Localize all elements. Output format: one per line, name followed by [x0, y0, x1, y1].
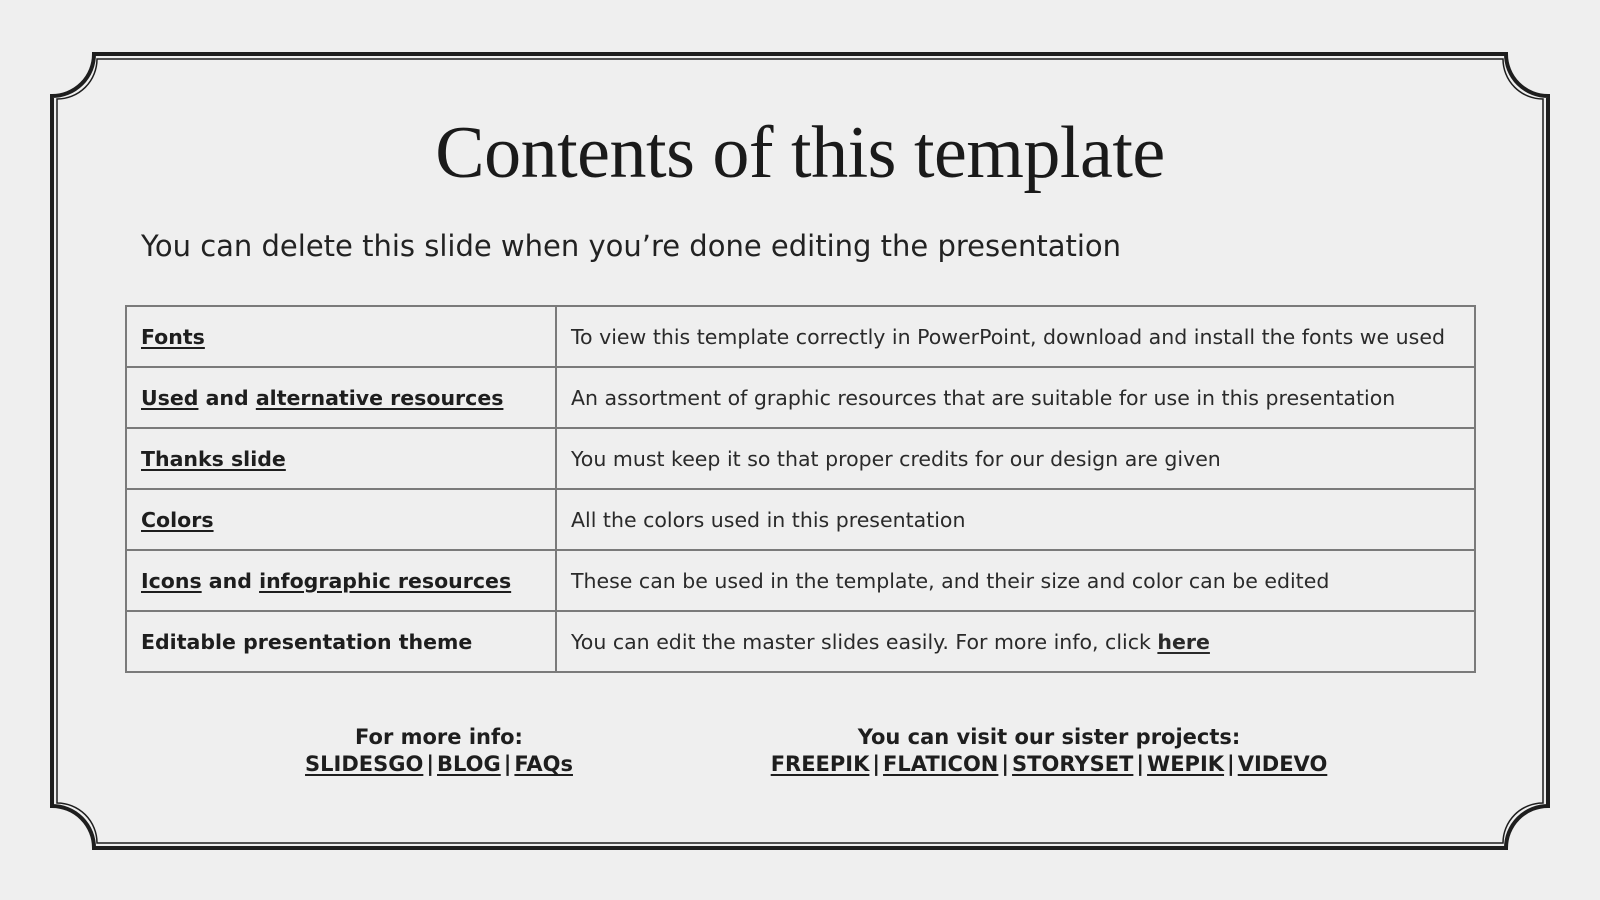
- cell-text: To view this template correctly in PowerPoint, download and install the fonts we used: [571, 324, 1445, 349]
- cell-text: All the colors used in this presentation: [571, 507, 966, 532]
- link-separator: |: [1001, 752, 1010, 776]
- footer-link-videvo[interactable]: VIDEVO: [1237, 752, 1328, 776]
- link-separator: |: [872, 752, 881, 776]
- row-description-cell: [556, 611, 1475, 672]
- link-separator: |: [1136, 752, 1145, 776]
- row-description-cell: [556, 550, 1475, 611]
- table-row: [126, 489, 1475, 550]
- table-row: [126, 550, 1475, 611]
- table-row: [126, 428, 1475, 489]
- cell-text: These can be used in the template, and their size and color can be edited: [571, 568, 1330, 593]
- cell-text: and: [198, 385, 256, 410]
- sister-projects-block: [729, 724, 1369, 778]
- footer-link-freepik[interactable]: FREEPIK: [770, 752, 870, 776]
- cell-text: You can edit the master slides easily. For more info, click: [571, 629, 1158, 654]
- footer-link-wepik[interactable]: WEPIK: [1147, 752, 1225, 776]
- footer-link-slidesgo[interactable]: SLIDESGO: [305, 752, 424, 776]
- link-separator: |: [503, 752, 512, 776]
- sister-projects-links: [729, 751, 1369, 778]
- content-link[interactable]: alternative resources: [255, 385, 504, 410]
- footer-link-storyset[interactable]: STORYSET: [1012, 752, 1134, 776]
- table-row: [126, 306, 1475, 367]
- content-link[interactable]: Thanks slide: [141, 446, 286, 471]
- content-link[interactable]: Colors: [141, 507, 214, 532]
- row-title-cell: [126, 428, 556, 489]
- row-title-cell: [126, 306, 556, 367]
- content-link[interactable]: Used: [141, 385, 199, 410]
- cell-text: An assortment of graphic resources that are suitable for use in this presentation: [571, 385, 1396, 410]
- row-description-cell: [556, 428, 1475, 489]
- link-separator: |: [426, 752, 435, 776]
- more-info-heading: For more info:: [355, 725, 523, 749]
- row-title-cell: [126, 550, 556, 611]
- page-subtitle: You can delete this slide when you’re done editing the presentation: [141, 229, 1122, 263]
- row-description-cell: [556, 306, 1475, 367]
- content-link[interactable]: here: [1157, 629, 1210, 654]
- footer-link-faqs[interactable]: FAQs: [514, 752, 573, 776]
- row-description-cell: [556, 489, 1475, 550]
- table-row: [126, 611, 1475, 672]
- row-description-cell: [556, 367, 1475, 428]
- row-title-cell: [126, 367, 556, 428]
- more-info-block: [239, 724, 639, 778]
- row-title-cell: [126, 489, 556, 550]
- content-link[interactable]: infographic resources: [259, 568, 512, 593]
- sister-projects-heading: You can visit our sister projects:: [857, 725, 1241, 749]
- more-info-links: [239, 751, 639, 778]
- contents-table: [125, 305, 1476, 673]
- content-link[interactable]: Icons: [141, 568, 202, 593]
- cell-text: Editable presentation theme: [141, 629, 473, 654]
- row-title-cell: [126, 611, 556, 672]
- content-link[interactable]: Fonts: [141, 324, 205, 349]
- footer-link-flaticon[interactable]: FLATICON: [883, 752, 999, 776]
- footer-link-blog[interactable]: BLOG: [437, 752, 501, 776]
- cell-text: You must keep it so that proper credits for our design are given: [571, 446, 1221, 471]
- link-separator: |: [1227, 752, 1235, 776]
- page-title: Contents of this template: [435, 112, 1165, 194]
- table-row: [126, 367, 1475, 428]
- cell-text: and: [201, 568, 260, 593]
